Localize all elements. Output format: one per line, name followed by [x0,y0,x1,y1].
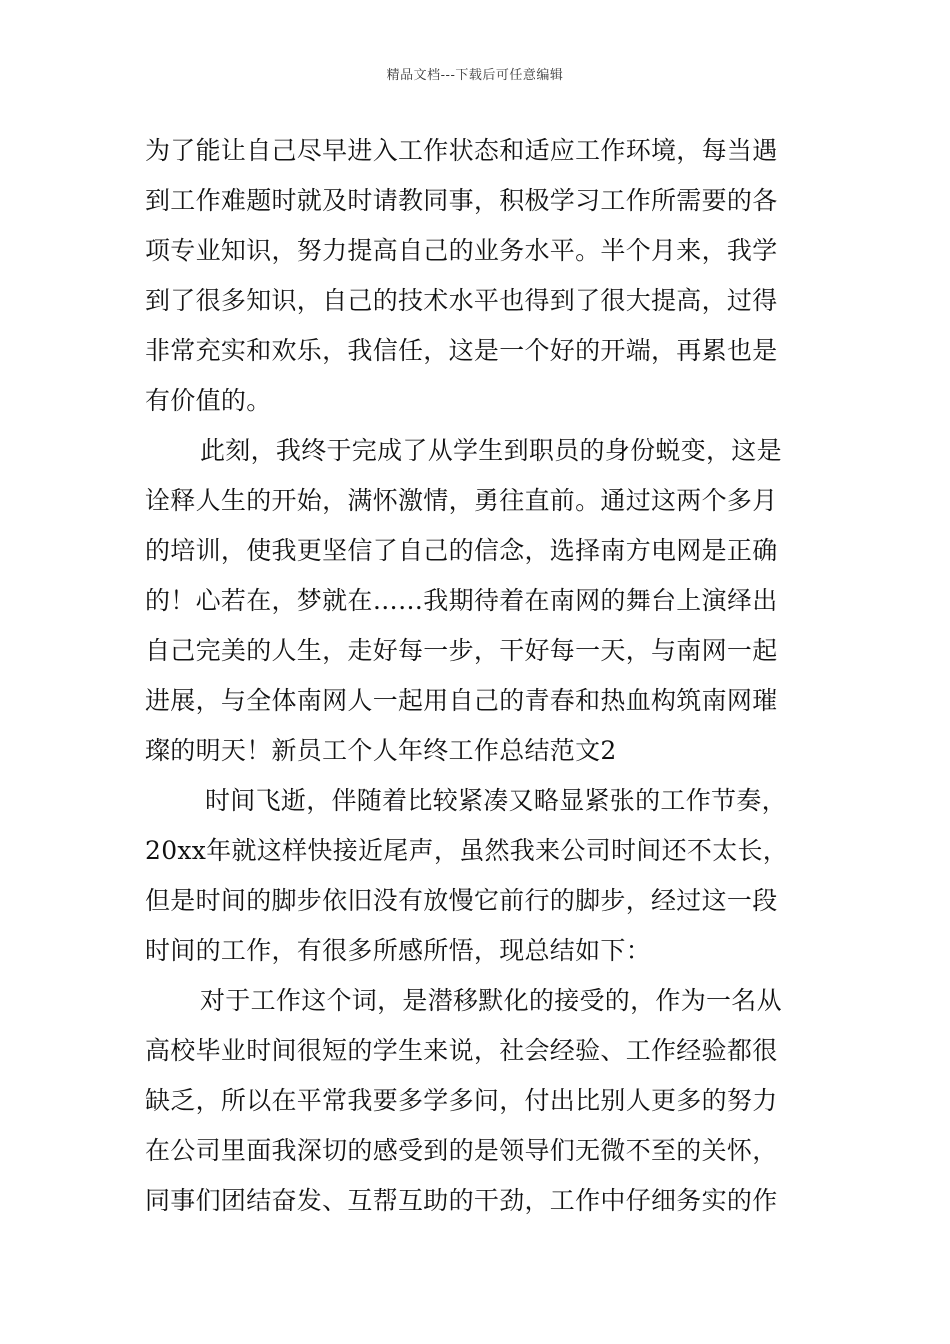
text-line: 高校毕业时间很短的学生来说，社会经验、工作经验都很 [145,1036,778,1065]
text-line: 有价值的。 [145,386,272,415]
text-line: 对于工作这个词，是潜移默化的接受的，作为一名从 [200,986,782,1015]
text-line: 但是时间的脚步依旧没有放慢它前行的脚步，经过这一段 [145,886,778,915]
paragraph [145,126,810,426]
paragraph [145,976,810,1226]
text-line: 此刻，我终于完成了从学生到职员的身份蜕变，这是 [200,436,782,465]
text-line: 为了能让自己尽早进入工作状态和适应工作环境，每当遇 [145,136,778,165]
text-line: 进展，与全体南网人一起用自己的青春和热血构筑南网璀 [145,686,778,715]
text-line: 在公司里面我深切的感受到的是领导们无微不至的关怀， [145,1136,778,1165]
text-line: 非常充实和欢乐，我信任，这是一个好的开端，再累也是 [145,336,778,365]
text-line: 时间飞逝，伴随着比较紧凑又略显紧张的工作节奏， [205,786,787,815]
text-line: 项专业知识，努力提高自己的业务水平。半个月来，我学 [145,236,778,265]
text-line: 的！心若在，梦就在……我期待着在南网的舞台上演绎出 [145,586,778,615]
text-line: 自己完美的人生，走好每一步，干好每一天，与南网一起 [145,636,778,665]
text-line: 20xx年就这样快接近尾声，虽然我来公司时间还不太长， [145,836,789,865]
text-line: 到了很多知识，自己的技术水平也得到了很大提高，过得 [145,286,778,315]
text-line: 时间的工作，有很多所感所悟，现总结如下： [145,936,652,965]
text-line: 到工作难题时就及时请教同事，积极学习工作所需要的各 [145,186,778,215]
text-line: 同事们团结奋发、互帮互助的干劲，工作中仔细务实的作 [145,1186,778,1215]
text-line: 诠释人生的开始，满怀激情，勇往直前。通过这两个多月 [145,486,778,515]
text-line: 璨的明天！新员工个人年终工作总结范文2 [145,736,617,765]
page-header: 精品文档---下载后可任意编辑 [386,68,564,83]
text-line: 的培训，使我更坚信了自己的信念，选择南方电网是正确 [145,536,778,565]
text-line: 缺乏，所以在平常我要多学多问，付出比别人更多的努力 [145,1086,778,1115]
paragraph [145,426,810,776]
paragraph [145,776,810,976]
document-body [145,126,810,1226]
